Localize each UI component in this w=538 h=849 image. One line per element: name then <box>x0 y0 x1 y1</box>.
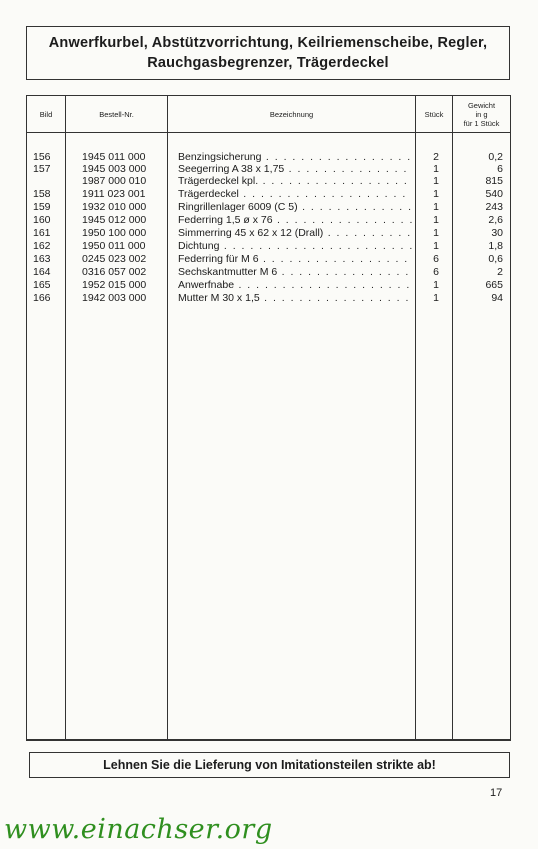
cell-gewicht: 1,8 <box>488 240 503 252</box>
cell-gewicht: 2 <box>497 266 503 278</box>
cell-gewicht: 2,6 <box>488 214 503 226</box>
page-title-line-2: Rauchgasbegrenzer, Trägerdeckel <box>147 55 389 71</box>
table-row <box>27 163 510 175</box>
cell-bild: 163 <box>33 253 51 265</box>
cell-bild: 159 <box>33 201 51 213</box>
cell-bestell-nr: 1952 015 000 <box>82 279 147 291</box>
cell-bezeichnung: Federring 1,5 ø x 76 . . . <box>178 214 412 226</box>
cell-bestell-nr: 1911 023 001 <box>82 188 146 200</box>
cell-bestell-nr: 1945 003 000 <box>82 163 147 175</box>
cell-bestell-nr: 0316 057 002 <box>82 266 147 278</box>
header-stueck: Stück <box>424 109 444 119</box>
header-gewicht-line-3: für 1 Stück <box>463 118 500 128</box>
cell-bezeichnung: Anwerfnabe . . . <box>178 279 412 291</box>
cell-bild: 162 <box>33 240 51 252</box>
cell-bestell-nr: 1950 011 000 <box>82 240 146 252</box>
cell-bezeichnung: Trägerdeckel kpl. . . . <box>178 175 412 187</box>
cell-bezeichnung: Mutter M 30 x 1,5 . . . <box>178 292 412 304</box>
cell-stueck: 6 <box>433 253 439 265</box>
cell-bestell-nr: 1942 003 000 <box>82 292 147 304</box>
header-gewicht <box>453 96 510 132</box>
cell-bestell-nr: 1950 100 000 <box>82 227 147 239</box>
cell-stueck: 1 <box>433 292 439 304</box>
cell-bild: 165 <box>33 279 51 291</box>
cell-gewicht: 6 <box>497 163 503 175</box>
cell-bestell-nr: 0245 023 002 <box>82 253 147 265</box>
table-row <box>27 266 510 278</box>
cell-bestell-nr: 1945 011 000 <box>82 151 146 163</box>
cell-stueck: 1 <box>433 188 439 200</box>
watermark: www.einachser.org <box>4 814 273 845</box>
header-divider <box>27 132 510 133</box>
cell-stueck: 1 <box>433 279 439 291</box>
cell-stueck: 1 <box>433 227 439 239</box>
header-bezeichnung: Bezeichnung <box>269 109 314 119</box>
page-number: 17 <box>490 787 503 799</box>
title-box <box>26 26 510 80</box>
cell-bild: 160 <box>33 214 51 226</box>
cell-gewicht: 243 <box>485 201 503 213</box>
cell-bestell-nr: 1932 010 000 <box>82 201 147 213</box>
cell-gewicht: 665 <box>485 279 503 291</box>
cell-stueck: 2 <box>433 151 439 163</box>
cell-gewicht: 94 <box>491 292 503 304</box>
cell-bild: 164 <box>33 266 51 278</box>
cell-stueck: 1 <box>433 163 439 175</box>
cell-bezeichnung: Benzingsicherung . . . <box>178 151 412 163</box>
table-row <box>27 188 510 200</box>
header-gewicht-line-1: Gewicht <box>467 100 496 110</box>
cell-gewicht: 0,6 <box>488 253 503 265</box>
cell-bezeichnung: Sechskantmutter M 6 . . . <box>178 266 412 278</box>
cell-stueck: 6 <box>433 266 439 278</box>
cell-stueck: 1 <box>433 175 439 187</box>
cell-gewicht: 815 <box>485 175 503 187</box>
page-title-line-1: Anwerfkurbel, Abstützvorrichtung, Keilriemenscheibe, Regler, <box>48 35 488 51</box>
table-row <box>27 253 510 265</box>
parts-table <box>26 95 511 741</box>
table-row <box>27 240 510 252</box>
cell-gewicht: 540 <box>485 188 503 200</box>
cell-bezeichnung: Simmerring 45 x 62 x 12 (Drall) . . . <box>178 227 412 239</box>
table-row <box>27 214 510 226</box>
cell-bild: 161 <box>33 227 51 239</box>
cell-gewicht: 0,2 <box>488 151 503 163</box>
table-row <box>27 279 510 291</box>
table-row <box>27 227 510 239</box>
table-row <box>27 151 510 163</box>
cell-bestell-nr: 1987 000 010 <box>82 175 147 187</box>
cell-bezeichnung: Ringrillenlager 6009 (C 5) . . . <box>178 201 412 213</box>
cell-bild: 156 <box>33 151 51 163</box>
table-row <box>27 292 510 304</box>
cell-gewicht: 30 <box>491 227 503 239</box>
header-bestell-nr: Bestell-Nr. <box>99 109 134 119</box>
table-row <box>27 175 510 187</box>
cell-stueck: 1 <box>433 240 439 252</box>
cell-bild: 166 <box>33 292 51 304</box>
header-gewicht-line-2: in g <box>475 109 488 119</box>
cell-bezeichnung: Federring für M 6 . . . <box>178 253 412 265</box>
cell-bild: 158 <box>33 188 51 200</box>
header-bild: Bild <box>39 109 53 119</box>
cell-bezeichnung: Trägerdeckel . . . <box>178 188 412 200</box>
cell-bestell-nr: 1945 012 000 <box>82 214 147 226</box>
cell-bezeichnung: Seegerring A 38 x 1,75 . . . <box>178 163 412 175</box>
cell-bild: 157 <box>33 163 51 175</box>
cell-stueck: 1 <box>433 201 439 213</box>
cell-stueck: 1 <box>433 214 439 226</box>
imitation-parts-notice: Lehnen Sie die Lieferung von Imitationsteilen strikte ab! <box>29 752 510 778</box>
cell-bezeichnung: Dichtung . . . <box>178 240 412 252</box>
table-row <box>27 201 510 213</box>
